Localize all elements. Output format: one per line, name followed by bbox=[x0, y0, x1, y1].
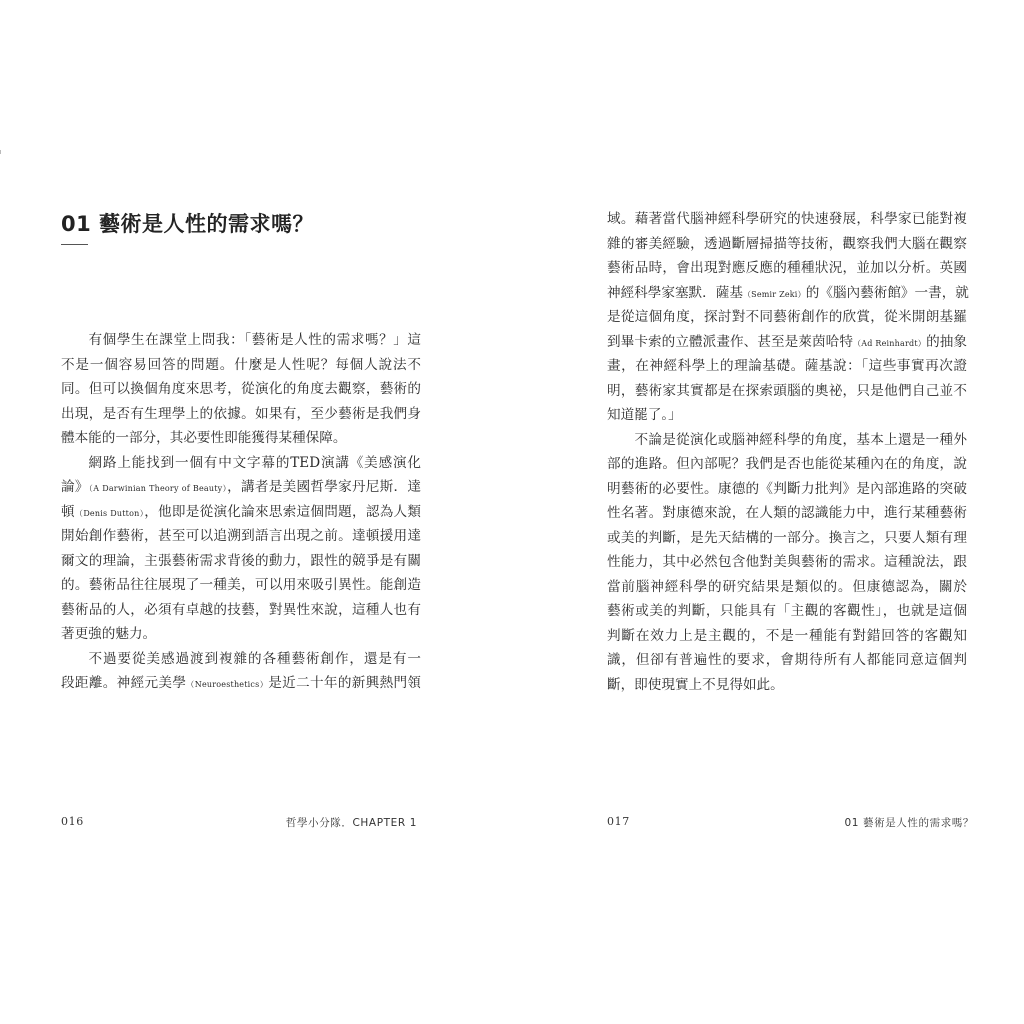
running-head: 01 藝術是人性的需求嗎？ bbox=[844, 817, 974, 829]
text-line: 開始創作藝術，甚至可以追溯到語言出現之前。達頓援用達 bbox=[61, 528, 421, 544]
text-line: 部的進路。但內部呢？我們是否也能從某種內在的角度，說 bbox=[607, 456, 967, 472]
right-page bbox=[512, 0, 1024, 1024]
text-line: 明藝術的必要性。康德的《判斷力批判》是內部進路的突破 bbox=[607, 480, 967, 497]
text-line bbox=[61, 500, 421, 525]
page-number: 017 bbox=[607, 815, 630, 828]
text-line: 不過要從美感過渡到複雜的各種藝術創作，還是有一 bbox=[88, 650, 421, 667]
english-annotation: （Neuroesthetics） bbox=[186, 680, 269, 689]
text-segment: 神經科學家塞默．薩基 bbox=[607, 284, 743, 301]
text-segment: 的抽象 bbox=[926, 333, 968, 350]
text-line: 爾文的理論，主張藝術需求背後的動力，跟性的競爭是有關 bbox=[61, 552, 421, 569]
english-annotation: （A Darwinian Theory of Beauty） bbox=[88, 484, 228, 493]
text-line bbox=[607, 330, 967, 355]
english-annotation: （Ad Reinhardt） bbox=[853, 338, 927, 348]
text-line: 雜的審美經驗，透過斷層掃描等技術，觀察我們大腦在觀察 bbox=[607, 235, 967, 252]
text-line: 網路上能找到一個有中文字幕的TED演講《美感演化 bbox=[88, 454, 421, 471]
text-line: 不是一個容易回答的問題。什麼是人性呢？每個人說法不 bbox=[61, 356, 421, 373]
text-segment: 段距離。神經元美學 bbox=[61, 675, 187, 691]
text-line: 域。藉著當代腦神經科學研究的快速發展，科學家已能對複 bbox=[607, 211, 967, 227]
text-line bbox=[607, 281, 967, 306]
text-line: 的。藝術品往往展現了一種美，可以用來吸引異性。能創造 bbox=[61, 577, 421, 593]
text-line: 識，但卻有普遍性的要求，會期待所有人都能同意這個判 bbox=[607, 652, 967, 668]
text-line: 判斷在效力上是主觀的，不是一種能有對錯回答的客觀知 bbox=[607, 627, 967, 644]
text-line: 性名著。對康德來說，在人類的認識能力中，進行某種藝術 bbox=[607, 505, 967, 521]
title-rule bbox=[61, 244, 88, 245]
left-body-text bbox=[61, 328, 421, 696]
text-segment: 的《腦內藝術館》一書，就 bbox=[805, 284, 969, 301]
chapter-title: 01 藝術是人性的需求嗎？ bbox=[61, 212, 315, 236]
text-segment: 頓 bbox=[61, 503, 75, 520]
text-line bbox=[61, 475, 421, 500]
text-line bbox=[61, 671, 421, 696]
text-line: 性能力，其中必然包含他對美與藝術的需求。這種說法，跟 bbox=[607, 554, 967, 570]
text-segment: 論》 bbox=[61, 479, 89, 495]
text-segment: 是近二十年的新興熱門領 bbox=[268, 675, 422, 691]
text-line: 藝術品時，會出現對應反應的種種狀況，並加以分析。英國 bbox=[607, 260, 967, 276]
text-segment: 到畢卡索的立體派畫作、甚至是萊茵哈特 bbox=[607, 333, 853, 350]
text-line: 當前腦神經科學的研究結果是類似的。但康德認為，關於 bbox=[607, 578, 967, 595]
text-line: 明，藝術家其實都是在探索頭腦的奧祕，只是他們自己並不 bbox=[607, 382, 967, 399]
right-body-text bbox=[607, 207, 967, 697]
text-line: 有個學生在課堂上問我：「藝術是人性的需求嗎？」這 bbox=[88, 332, 421, 348]
text-segment: ，他即是從演化論來思索這個問題，認為人類 bbox=[144, 503, 422, 520]
page-number: 016 bbox=[61, 815, 84, 828]
text-segment: ，講者是美國哲學家丹尼斯．達 bbox=[227, 479, 422, 495]
text-line: 體本能的一部分，其必要性即能獲得某種保障。 bbox=[61, 430, 347, 446]
text-line: 藝術或美的判斷，只能具有「主觀的客觀性」，也就是這個 bbox=[607, 603, 967, 619]
text-line: 或美的判斷，是先天結構的一部分。換言之，只要人類有理 bbox=[607, 529, 967, 546]
text-line: 知道罷了。」 bbox=[607, 407, 682, 423]
text-line: 斷，即使現實上不見得如此。 bbox=[607, 676, 784, 693]
english-annotation: （Semir Zeki） bbox=[742, 289, 806, 299]
text-line: 出現，是否有生理學上的依據。如果有，至少藝術是我們身 bbox=[61, 405, 421, 422]
text-line: 同。但可以換個角度來思考，從演化的角度去觀察，藝術的 bbox=[61, 381, 421, 397]
text-line: 藝術品的人，必須有卓越的技藝，對異性來說，這種人也有 bbox=[61, 601, 421, 618]
text-line: 是從這個角度，探討對不同藝術創作的欣賞，從米開朗基羅 bbox=[607, 309, 967, 325]
text-line: 著更強的魅力。 bbox=[61, 626, 157, 642]
running-head: 哲學小分隊．CHAPTER 1 bbox=[285, 817, 417, 829]
text-line: 不論是從演化或腦神經科學的角度，基本上還是一種外 bbox=[634, 431, 967, 448]
english-annotation: （Denis Dutton） bbox=[74, 508, 145, 518]
text-line: 畫，在神經科學上的理論基礎。薩基說：「這些事實再次證 bbox=[607, 358, 967, 374]
